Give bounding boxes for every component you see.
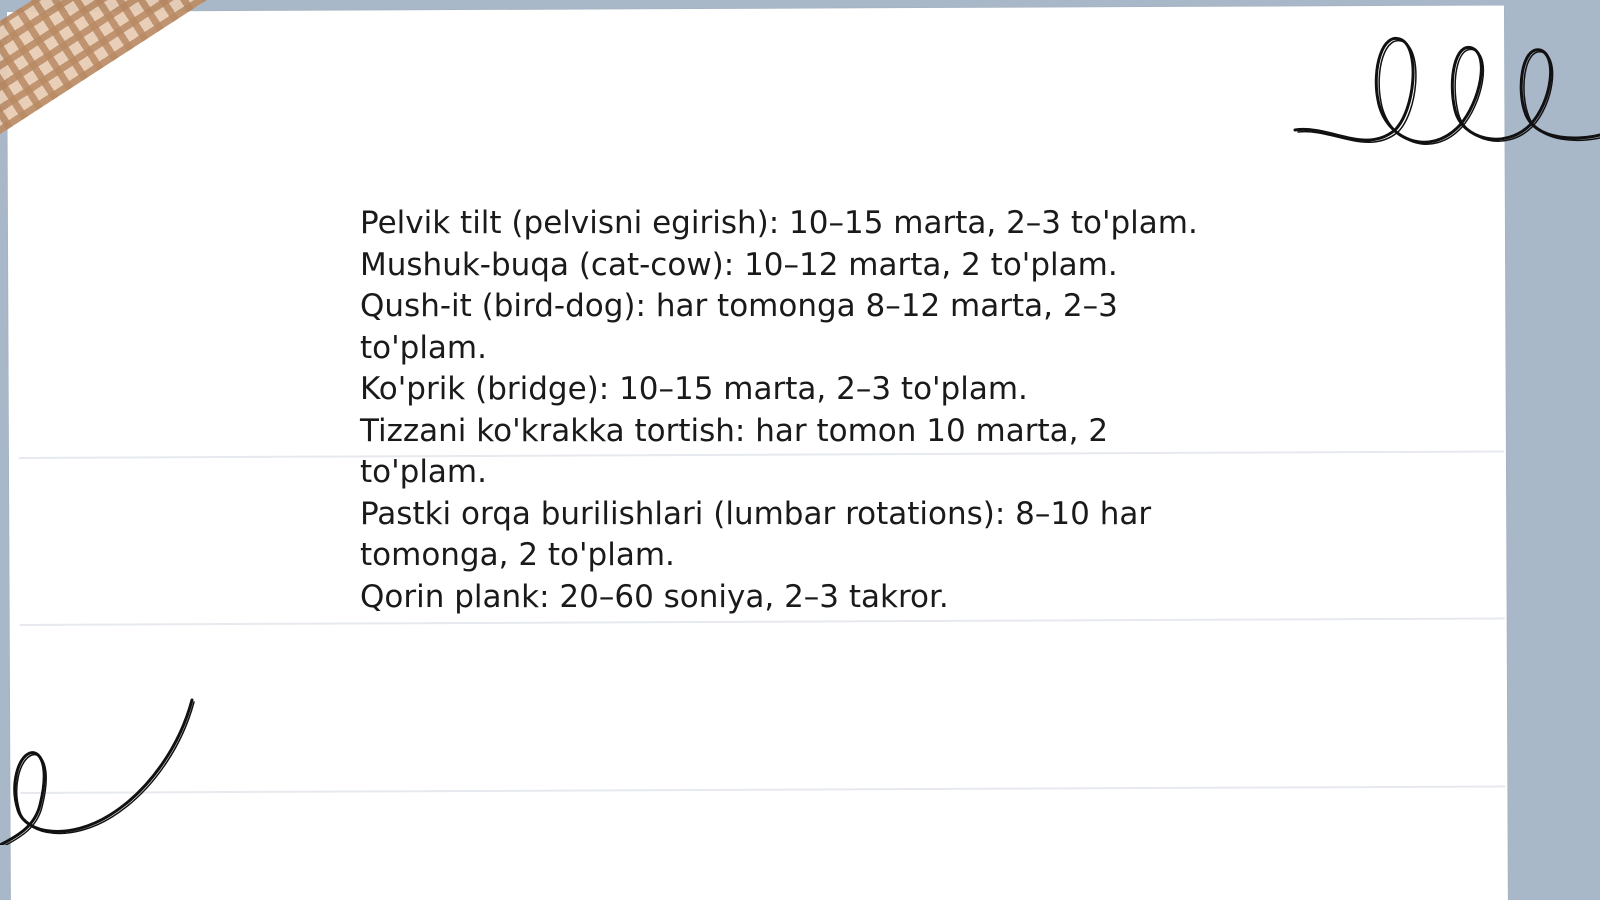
exercise-item: Qorin plank: 20–60 soniya, 2–3 takror. [360, 578, 949, 615]
exercise-item: Mushuk-buqa (cat-cow): 10–12 marta, 2 to'plam. [360, 246, 1118, 283]
ruled-line [20, 617, 1505, 625]
loop-scribble-icon [1290, 30, 1600, 165]
exercise-list [360, 203, 1240, 618]
exercise-item: Pastki orqa burilishlari (lumbar rotations): 8–10 har tomonga, 2 to'plam. [360, 495, 1152, 573]
exercise-item: Qush-it (bird-dog): har tomonga 8–12 marta, 2–3 to'plam. [360, 288, 1118, 366]
exercise-item: Pelvik tilt (pelvisni egirish): 10–15 marta, 2–3 to'plam. [360, 205, 1198, 241]
exercise-item: Ko'prik (bridge): 10–15 marta, 2–3 to'plam. [360, 371, 1028, 407]
ruled-line [20, 785, 1505, 793]
swirl-scribble-icon [0, 695, 200, 845]
exercise-item: Tizzani ko'krakka tortish: har tomon 10 marta, 2 to'plam. [360, 412, 1109, 490]
